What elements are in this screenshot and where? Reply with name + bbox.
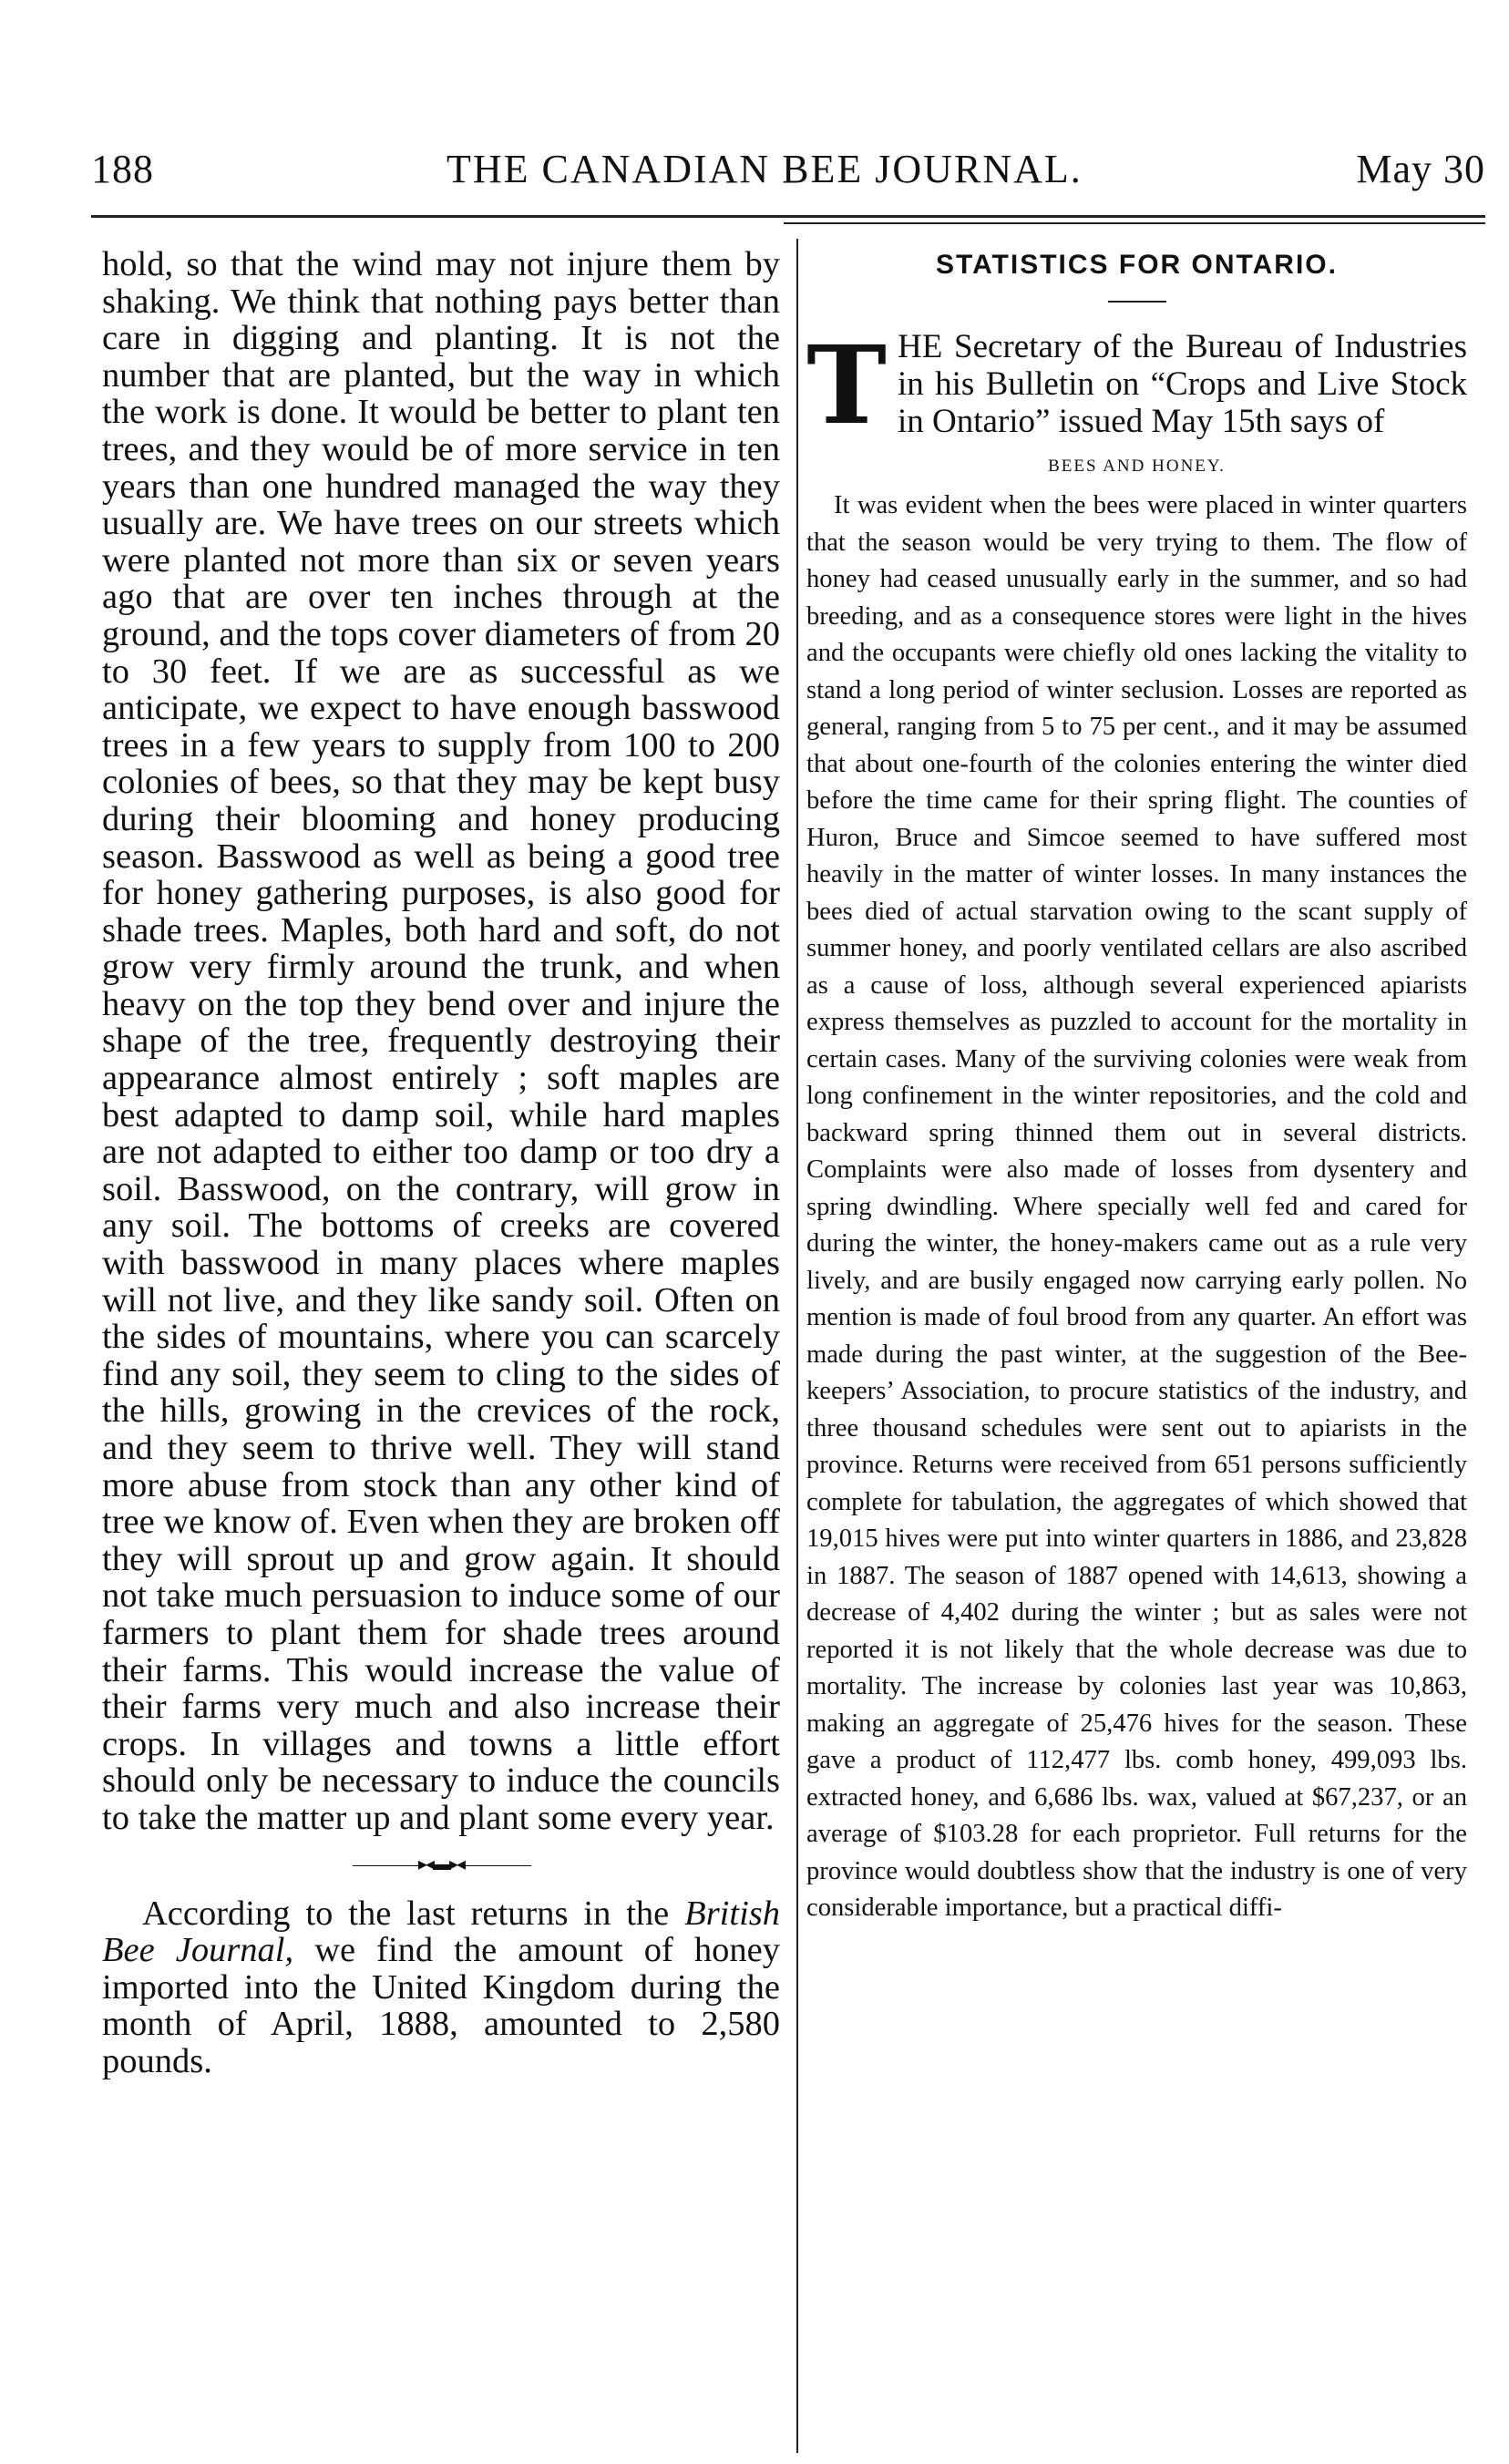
column-divider: [796, 239, 798, 2453]
title-rule: [1108, 301, 1166, 303]
article-lead: [806, 322, 1467, 448]
article-title: STATISTICS FOR ONTARIO.: [936, 250, 1338, 280]
left-paragraph-basswood: hold, so that the wind may not injure them by shaking. We think that nothing pays better than care in digging and planting. It is not the number that are planted, but the way in which the work is done. It would be better to plant ten trees, and they would be of more service in ten years than one hundred managed the way they usually are. We have trees on our streets which were planted not more than six or seven years ago that are over ten inches through at the ground, and the tops cover diameters of from 20 to 30 feet. If we are as successful as we anticipate, we expect to have enough basswood trees in a few years to supply from 100 to 200 colonies of bees, so that they may be kept busy during their blooming and honey producing season. Basswood as well as being a good tree for honey gathering purposes, is also good for shade trees. Maples, both hard and soft, do not grow very firmly around the trunk, and when heavy on the top they bend over and injure the shape of the tree, frequently destroying their appearance almost entirely ; soft maples are best adapted to damp soil, while hard maples are not adapted to either too damp or too dry a soil. Basswood, on the contrary, will grow in any soil. The bottoms of creeks are covered with basswood in many places where maples will not live, and they like sandy soil. Often on the sides of mountains, where you can scarcely find any soil, they seem to cling to the sides of the hills, growing in the crevices of the rock, and they seem to thrive well. They will stand more abuse from stock than any other kind of tree we know of. Even when they are broken off they will sprout up and grow again. It should not take much persuasion to induce some of our farmers to plant them for shade trees around their farms. This would increase the value of their farms very much and also increase their crops. In villages and towns a little effort should only be necessary to induce the councils to take the matter up and plant some every year.: [102, 245, 780, 1837]
section-ornament: ————▸◂▬▸◂————: [352, 1853, 530, 1874]
issue-date: May 30: [1356, 147, 1485, 191]
left-column: [102, 246, 780, 2080]
imports-text-end: we find the amount of honey imported into the United Kingdom during the month of April, 1888, amounted to 2,580 pounds.: [102, 1931, 780, 2080]
right-column: [806, 250, 1467, 1927]
imports-text-start: According to the last returns in the: [142, 1894, 670, 1933]
header-rule-secondary: [784, 222, 1485, 224]
page-number: 188: [91, 147, 154, 191]
article-subheading: BEES AND HONEY.: [1048, 457, 1226, 476]
article-body: It was evident when the bees were placed in winter quarters that the season would be very trying to them. The flow of honey had ceased unusually early in the summer, and so had breeding, and as a consequence stores were light in the hives and the occupants were chiefly old ones lacking the vitality to stand a long period of winter seclusion. Losses are reported as general, ranging from 5 to 75 per cent., and it may be assumed that about one-fourth of the colonies entering the winter died before the time came for their spring flight. The counties of Huron, Bruce and Simcoe seemed to have suffered most heavily in the matter of winter losses. In many instances the bees died of actual starvation owing to the scant supply of summer honey, and poorly ventilated cellars are also ascribed as a cause of loss, although several experienced apiarists express themselves as puzzled to account for the mortality in certain cases. Many of the surviving colonies were weak from long confinement in the winter repositories, and the cold and backward spring thinned them out in several districts. Complaints were also made of losses from dysentery and spring dwindling. Where specially well fed and cared for during the winter, the honey-makers came out as a rule very lively, and are busily engaged now carrying early pollen. No mention is made of foul brood from any quarter. An effort was made during the past winter, at the suggestion of the Bee-keepers’ Association, to procure statistics of the industry, and three thousand schedules were sent out to apiarists in the province. Returns were received from 651 persons sufficiently complete for tabulation, the aggregates of which showed that 19,015 hives were put into winter quarters in 1886, and 23,828 in 1887. The season of 1887 opened with 14,613, showing a decrease of 4,402 during the winter ; but as sales were not reported it is not likely that the whole decrease was due to mortality. The increase by colonies last year was 10,863, making an aggregate of 25,476 hives for the season. These gave a product of 112,477 lbs. comb honey, 499,093 lbs. extracted honey, and 6,686 lbs. wax, valued at $67,237, or an average of $103.28 for each proprietor. Full returns for the province would doubtless show that the industry is one of very considerable importance, but a practical diffi-: [806, 491, 1467, 1922]
publication-name: British Bee Journal,: [102, 1894, 780, 1970]
drop-cap: T: [806, 322, 887, 448]
lead-text: HE Secretary of the Bureau of Industries in his Bulletin on “Crops and Live Stock in Ontario” issued May 15th says of: [898, 328, 1467, 440]
header-rule: [91, 215, 1485, 218]
running-head: [91, 146, 1485, 210]
left-paragraph-imports: [102, 1895, 780, 2080]
journal-title: THE CANADIAN BEE JOURNAL.: [447, 147, 1083, 191]
